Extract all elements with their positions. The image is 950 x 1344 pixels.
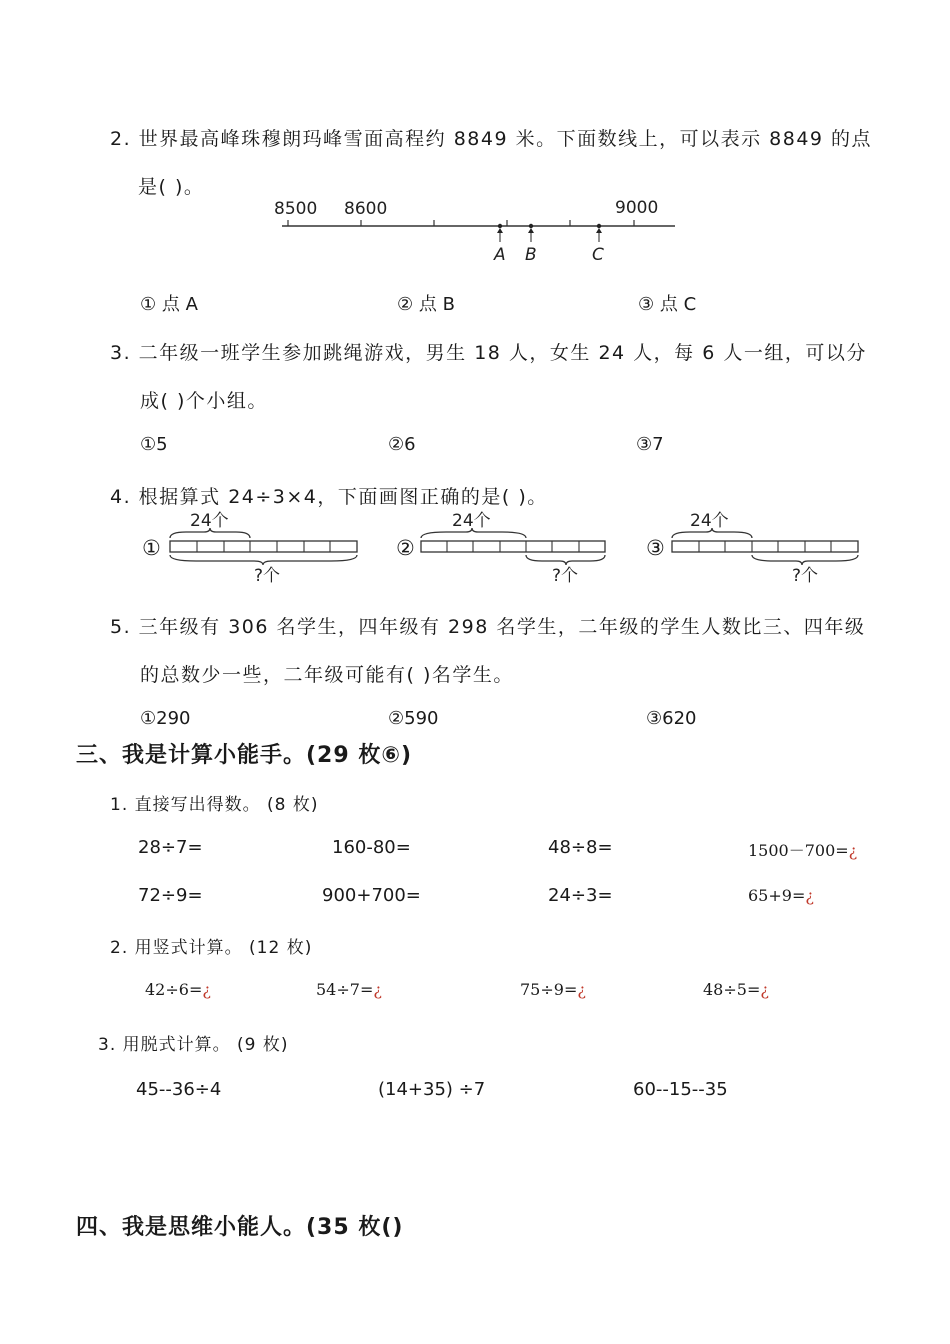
q5-line1: 5. 三年级有 306 名学生，四年级有 298 名学生，二年级的学生人数比三、四年级: [110, 616, 866, 638]
q5-option-1[interactable]: ①290: [140, 708, 191, 729]
q4-option-3-top-label: 24个: [690, 511, 729, 531]
section3-part2-title: 2. 用竖式计算。 (12 枚): [110, 938, 313, 958]
calc-item: 48÷8=: [548, 837, 613, 858]
section4-title: 四、我是思维小能人。(35 枚(): [76, 1215, 404, 1240]
vertical-calc-item: 48÷5=¿: [703, 980, 769, 999]
q4-option-2-top-label: 24个: [452, 511, 491, 531]
q4-option-1-bottom-label: ?个: [254, 566, 281, 586]
q4-option-3-marker[interactable]: ③: [646, 536, 665, 560]
q4-option-1-diagram: [166, 506, 362, 586]
calc-item: 72÷9=: [138, 885, 203, 906]
stepwise-calc-item: 60--15--35: [633, 1079, 728, 1100]
calc-item: 65+9=¿: [748, 886, 814, 905]
point-a-label: A: [494, 245, 506, 265]
q4-option-3-diagram: [668, 506, 864, 586]
q4-option-2-bottom-brace: [526, 555, 605, 565]
q4-option-1-marker[interactable]: ①: [142, 536, 161, 560]
q3-option-1[interactable]: ①5: [140, 434, 168, 455]
vertical-calc-item: 75÷9=¿: [520, 980, 586, 999]
point-b-marker: [528, 224, 534, 242]
q4-option-2-bar: [421, 541, 605, 552]
point-b-label: B: [525, 245, 537, 265]
q4-option-1-top-brace: [170, 528, 250, 538]
section3-part3-title: 3. 用脱式计算。 (9 枚): [98, 1035, 289, 1055]
q2-option-1[interactable]: ① 点 A: [140, 294, 198, 315]
q4-line1: 4. 根据算式 24÷3×4，下面画图正确的是( )。: [110, 486, 548, 508]
q4-option-2-bottom-label: ?个: [552, 566, 579, 586]
calc-item: 160-80=: [332, 837, 411, 858]
tick-label-9000: 9000: [615, 198, 659, 218]
tick-label-8600: 8600: [344, 199, 388, 219]
q5-option-3[interactable]: ③620: [646, 708, 697, 729]
tick-label-8500: 8500: [274, 199, 318, 219]
q4-option-3-bar: [672, 541, 858, 552]
q3-line1: 3. 二年级一班学生参加跳绳游戏，男生 18 人，女生 24 人，每 6 人一组，可以分: [110, 342, 867, 364]
q4-option-1-top-label: 24个: [190, 511, 229, 531]
calc-item: 1500－700=¿: [748, 841, 858, 860]
calc-item: 900+700=: [322, 885, 421, 906]
q3-line2: 成( )个小组。: [140, 390, 268, 412]
q2-option-2[interactable]: ② 点 B: [397, 294, 455, 315]
point-c-label: C: [592, 245, 604, 265]
q3-option-3[interactable]: ③7: [636, 434, 664, 455]
vertical-calc-item: 42÷6=¿: [145, 980, 211, 999]
q4-option-1-bottom-brace: [170, 555, 357, 565]
number-line: [270, 192, 690, 270]
section3-part1-title: 1. 直接写出得数。 (8 枚): [110, 795, 319, 815]
q3-option-2[interactable]: ②6: [388, 434, 416, 455]
vertical-calc-item: 54÷7=¿: [316, 980, 382, 999]
calc-item: 24÷3=: [548, 885, 613, 906]
section3-title: 三、我是计算小能手。(29 枚⑥): [76, 743, 413, 768]
q4-option-3-bottom-brace: [752, 555, 858, 565]
q4-option-1-bar: [170, 541, 357, 552]
q5-option-2[interactable]: ②590: [388, 708, 439, 729]
q2-option-3[interactable]: ③ 点 C: [638, 294, 697, 315]
point-a-marker: [497, 224, 503, 242]
q4-option-2-diagram: [418, 506, 610, 586]
stepwise-calc-item: 45--36÷4: [136, 1079, 222, 1100]
q4-option-3-top-brace: [672, 528, 752, 538]
q4-option-2-marker[interactable]: ②: [396, 536, 415, 560]
calc-item: 28÷7=: [138, 837, 203, 858]
q2-line1: 2. 世界最高峰珠穆朗玛峰雪面高程约 8849 米。下面数线上，可以表示 8849 的点: [110, 128, 873, 150]
stepwise-calc-item: (14+35) ÷7: [378, 1079, 486, 1100]
q2-line2: 是( )。: [138, 176, 205, 198]
q5-line2: 的总数少一些，二年级可能有( )名学生。: [140, 664, 514, 686]
number-line-ticks: [288, 220, 634, 226]
q4-option-3-bottom-label: ?个: [792, 566, 819, 586]
point-c-marker: [596, 224, 602, 242]
